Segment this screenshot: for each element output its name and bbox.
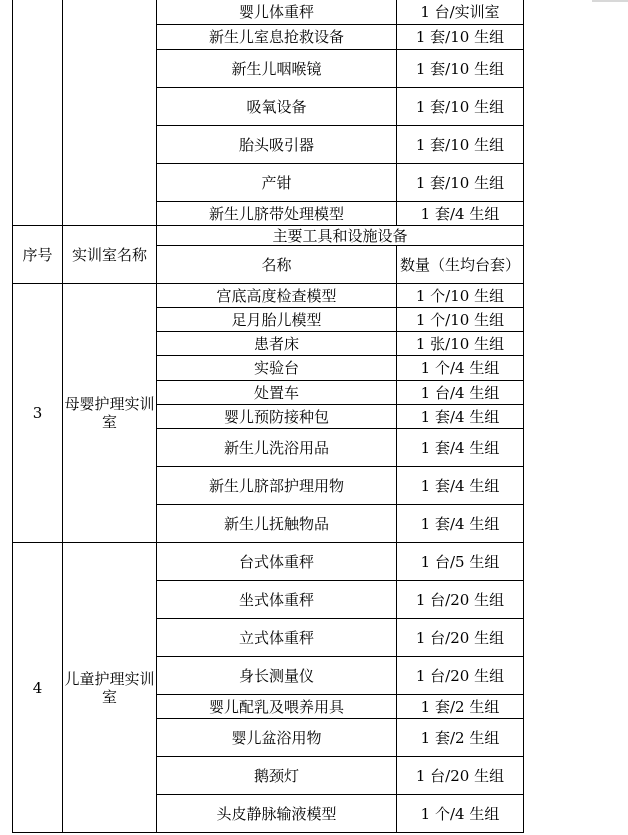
item-qty: 1 套/10 生组 bbox=[397, 126, 524, 164]
item-qty: 1 套/4 生组 bbox=[397, 505, 524, 543]
item-name: 新生儿咽喉镜 bbox=[157, 50, 397, 88]
item-qty: 1 个/10 生组 bbox=[397, 308, 524, 332]
item-name: 立式体重秤 bbox=[157, 619, 397, 657]
item-qty: 1 台/20 生组 bbox=[397, 619, 524, 657]
item-name: 足月胎儿模型 bbox=[157, 308, 397, 332]
item-qty: 1 台/实训室 bbox=[397, 0, 524, 25]
item-qty: 1 张/10 生组 bbox=[397, 332, 524, 356]
table-row bbox=[13, 543, 524, 581]
item-qty: 1 台/20 生组 bbox=[397, 657, 524, 695]
item-name: 胎头吸引器 bbox=[157, 126, 397, 164]
room-cell: 母婴护理实训室 bbox=[63, 284, 157, 543]
item-qty: 1 套/4 生组 bbox=[397, 429, 524, 467]
item-qty: 1 台/20 生组 bbox=[397, 757, 524, 795]
header-qty: 数量（生均台套） bbox=[397, 246, 524, 284]
edge-mark bbox=[592, 0, 628, 2]
item-name: 患者床 bbox=[157, 332, 397, 356]
item-name: 处置车 bbox=[157, 381, 397, 405]
item-name: 新生儿室息抢救设备 bbox=[157, 25, 397, 50]
item-name: 新生儿脐部护理用物 bbox=[157, 467, 397, 505]
item-qty: 1 套/10 生组 bbox=[397, 50, 524, 88]
room-cell-empty bbox=[63, 0, 157, 226]
room-cell: 儿童护理实训室 bbox=[63, 543, 157, 833]
item-qty: 1 个/4 生组 bbox=[397, 356, 524, 381]
equipment-table bbox=[12, 0, 524, 833]
table-row bbox=[13, 284, 524, 308]
item-qty: 1 台/4 生组 bbox=[397, 381, 524, 405]
header-seq: 序号 bbox=[13, 226, 63, 284]
header-row bbox=[13, 226, 524, 246]
item-qty: 1 套/4 生组 bbox=[397, 405, 524, 429]
item-qty: 1 个/10 生组 bbox=[397, 284, 524, 308]
item-name: 实验台 bbox=[157, 356, 397, 381]
item-qty: 1 套/10 生组 bbox=[397, 25, 524, 50]
table-row bbox=[13, 0, 524, 25]
item-name: 婴儿盆浴用物 bbox=[157, 719, 397, 757]
item-name: 鹅颈灯 bbox=[157, 757, 397, 795]
item-qty: 1 套/4 生组 bbox=[397, 202, 524, 226]
item-name: 宫底高度检查模型 bbox=[157, 284, 397, 308]
item-name: 婴儿体重秤 bbox=[157, 0, 397, 25]
item-name: 新生儿脐带处理模型 bbox=[157, 202, 397, 226]
item-qty: 1 台/20 生组 bbox=[397, 581, 524, 619]
seq-cell: 4 bbox=[13, 543, 63, 833]
item-name: 新生儿抚触物品 bbox=[157, 505, 397, 543]
header-name: 名称 bbox=[157, 246, 397, 284]
item-name: 吸氧设备 bbox=[157, 88, 397, 126]
item-name: 身长测量仪 bbox=[157, 657, 397, 695]
item-name: 产钳 bbox=[157, 164, 397, 202]
item-qty: 1 台/5 生组 bbox=[397, 543, 524, 581]
item-qty: 1 个/4 生组 bbox=[397, 795, 524, 833]
seq-cell-empty bbox=[13, 0, 63, 226]
item-qty: 1 套/10 生组 bbox=[397, 88, 524, 126]
item-name: 台式体重秤 bbox=[157, 543, 397, 581]
item-name: 新生儿洗浴用品 bbox=[157, 429, 397, 467]
seq-cell: 3 bbox=[13, 284, 63, 543]
item-qty: 1 套/10 生组 bbox=[397, 164, 524, 202]
item-name: 婴儿配乳及喂养用具 bbox=[157, 695, 397, 719]
header-room: 实训室名称 bbox=[63, 226, 157, 284]
item-name: 头皮静脉输液模型 bbox=[157, 795, 397, 833]
item-name: 婴儿预防接种包 bbox=[157, 405, 397, 429]
header-group: 主要工具和设施设备 bbox=[157, 226, 524, 246]
item-name: 坐式体重秤 bbox=[157, 581, 397, 619]
item-qty: 1 套/4 生组 bbox=[397, 467, 524, 505]
item-qty: 1 套/2 生组 bbox=[397, 695, 524, 719]
item-qty: 1 套/2 生组 bbox=[397, 719, 524, 757]
